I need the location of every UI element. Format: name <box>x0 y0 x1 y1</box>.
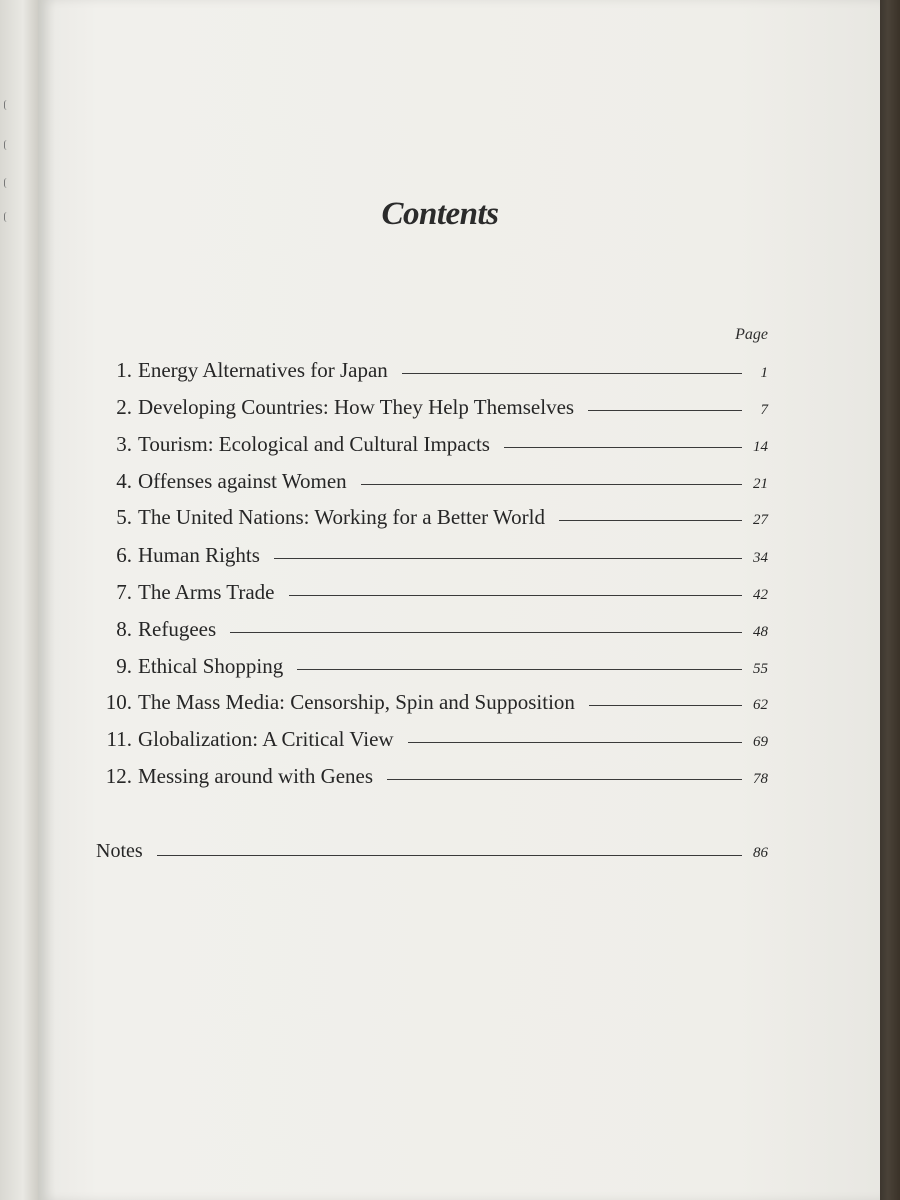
toc-entry-3[interactable] <box>96 432 768 462</box>
leader-line <box>588 409 742 411</box>
toc-entry-8[interactable] <box>96 617 768 647</box>
bleed-mark <box>4 100 11 110</box>
entry-title: The Arms Trade <box>138 580 275 604</box>
leader-line <box>274 557 742 559</box>
leader-line <box>297 668 742 670</box>
previous-page-edge <box>0 0 38 1200</box>
toc-entry-6[interactable] <box>96 543 768 573</box>
toc-entry-notes[interactable] <box>96 840 768 870</box>
leader-line <box>402 372 742 374</box>
toc-entry-11[interactable] <box>96 727 768 757</box>
entry-title: Offenses against Women <box>138 469 347 493</box>
entry-number: 4. <box>116 469 132 493</box>
entry-number: 7. <box>116 580 132 604</box>
leader-line <box>408 741 742 743</box>
entry-title: Tourism: Ecological and Cultural Impacts <box>138 432 490 456</box>
entry-page: 42 <box>753 587 768 603</box>
bleed-mark <box>4 178 11 188</box>
leader-line <box>289 594 743 596</box>
entry-title: Refugees <box>138 617 217 641</box>
entry-page: 21 <box>753 476 768 492</box>
entry-page: 55 <box>753 661 768 677</box>
entry-number: 1. <box>116 358 132 382</box>
entry-number: 9. <box>116 654 132 678</box>
entry-page: 7 <box>760 402 768 418</box>
bleed-mark <box>4 140 11 150</box>
entry-page: 62 <box>753 697 768 713</box>
leader-line <box>589 704 742 706</box>
toc-entry-9[interactable] <box>96 654 768 684</box>
toc-entry-12[interactable] <box>96 764 768 794</box>
entry-number: 2. <box>116 395 132 419</box>
entry-title: The Mass Media: Censorship, Spin and Supposition <box>138 690 575 714</box>
entry-page: 34 <box>753 550 768 566</box>
entry-page: 78 <box>753 771 768 787</box>
entry-page: 69 <box>753 734 768 750</box>
toc-entry-2[interactable] <box>96 395 768 425</box>
entry-number: 8. <box>116 617 132 641</box>
entry-page: 1 <box>760 365 768 381</box>
leader-line <box>387 778 742 780</box>
leader-line <box>157 854 742 856</box>
page-column-heading: Page <box>735 326 768 343</box>
entry-title: The United Nations: Working for a Better World <box>138 505 546 529</box>
contents-title: Contents <box>381 196 499 232</box>
leader-line <box>504 446 742 448</box>
entry-title: Ethical Shopping <box>138 654 284 678</box>
entry-page: 14 <box>753 439 768 455</box>
entry-page: 27 <box>753 512 768 528</box>
toc-entry-1[interactable] <box>96 358 768 388</box>
entry-number: 3. <box>116 432 132 456</box>
entry-title: Energy Alternatives for Japan <box>138 358 388 382</box>
toc-entry-5[interactable] <box>96 505 768 535</box>
leader-line <box>361 483 742 485</box>
entry-page: 48 <box>753 624 768 640</box>
entry-number: 6. <box>116 543 132 567</box>
leader-line <box>559 519 742 521</box>
entry-number: 12. <box>105 764 132 788</box>
toc-entry-10[interactable] <box>96 690 768 720</box>
entry-title: Globalization: A Critical View <box>138 727 394 751</box>
entry-title: Messing around with Genes <box>138 764 374 788</box>
entry-title: Human Rights <box>138 543 260 567</box>
entry-title: Developing Countries: How They Help Themselves <box>138 395 575 419</box>
notes-page: 86 <box>753 845 768 861</box>
toc-entry-4[interactable] <box>96 469 768 499</box>
entry-number: 11. <box>106 727 132 751</box>
leader-line <box>230 631 742 633</box>
notes-title: Notes <box>96 840 143 862</box>
toc-entry-7[interactable] <box>96 580 768 610</box>
entry-number: 10. <box>105 690 132 714</box>
entry-number: 5. <box>116 505 132 529</box>
